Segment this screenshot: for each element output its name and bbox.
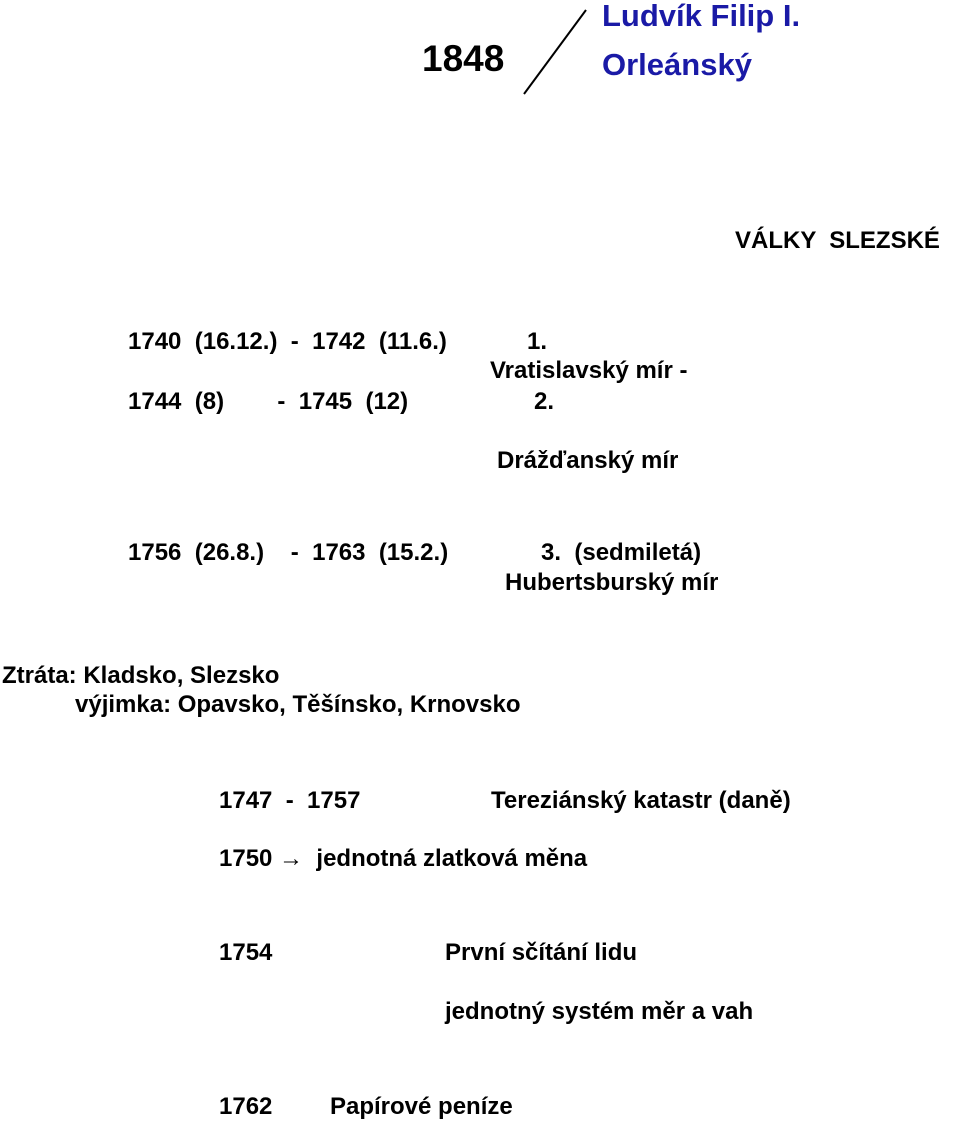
- header-name-line2: Orleánský: [602, 47, 752, 82]
- loss-line1: Ztráta: Kladsko, Slezsko: [2, 662, 280, 689]
- reform-1762-text: Papírové peníze: [330, 1093, 513, 1120]
- reform-1754-year: 1754: [219, 939, 273, 966]
- reform-1750-line: 1750 → jednotná zlatková měna: [219, 845, 588, 872]
- war2-peace: Drážďanský mír: [497, 447, 679, 474]
- war3-peace: Hubertsburský mír: [505, 569, 719, 596]
- war3-number: 3. (sedmiletá): [541, 539, 702, 566]
- reform-1754-text: První sčítání lidu: [445, 939, 638, 966]
- war1-peace: Vratislavský mír -: [490, 357, 688, 384]
- war1-dates: 1740 (16.12.) - 1742 (11.6.): [128, 328, 447, 355]
- reform-1747-text: Tereziánský katastr (daně): [491, 787, 791, 814]
- wars-title: VÁLKY SLEZSKÉ: [735, 227, 940, 254]
- loss-line2: výjimka: Opavsko, Těšínsko, Krnovsko: [75, 691, 521, 718]
- reform-1747-year: 1747 - 1757: [219, 787, 361, 814]
- war1-number: 1.: [527, 328, 548, 355]
- header-name-line1: Ludvík Filip I.: [602, 0, 801, 33]
- header-year: 1848: [422, 38, 505, 79]
- reform-measures-text: jednotný systém měr a vah: [445, 998, 754, 1025]
- diagonal-slash-line: [520, 8, 590, 98]
- war3-dates: 1756 (26.8.) - 1763 (15.2.): [128, 539, 449, 566]
- war2-number: 2.: [534, 388, 555, 415]
- reform-1762-year: 1762: [219, 1093, 273, 1120]
- war2-dates: 1744 (8) - 1745 (12): [128, 388, 409, 415]
